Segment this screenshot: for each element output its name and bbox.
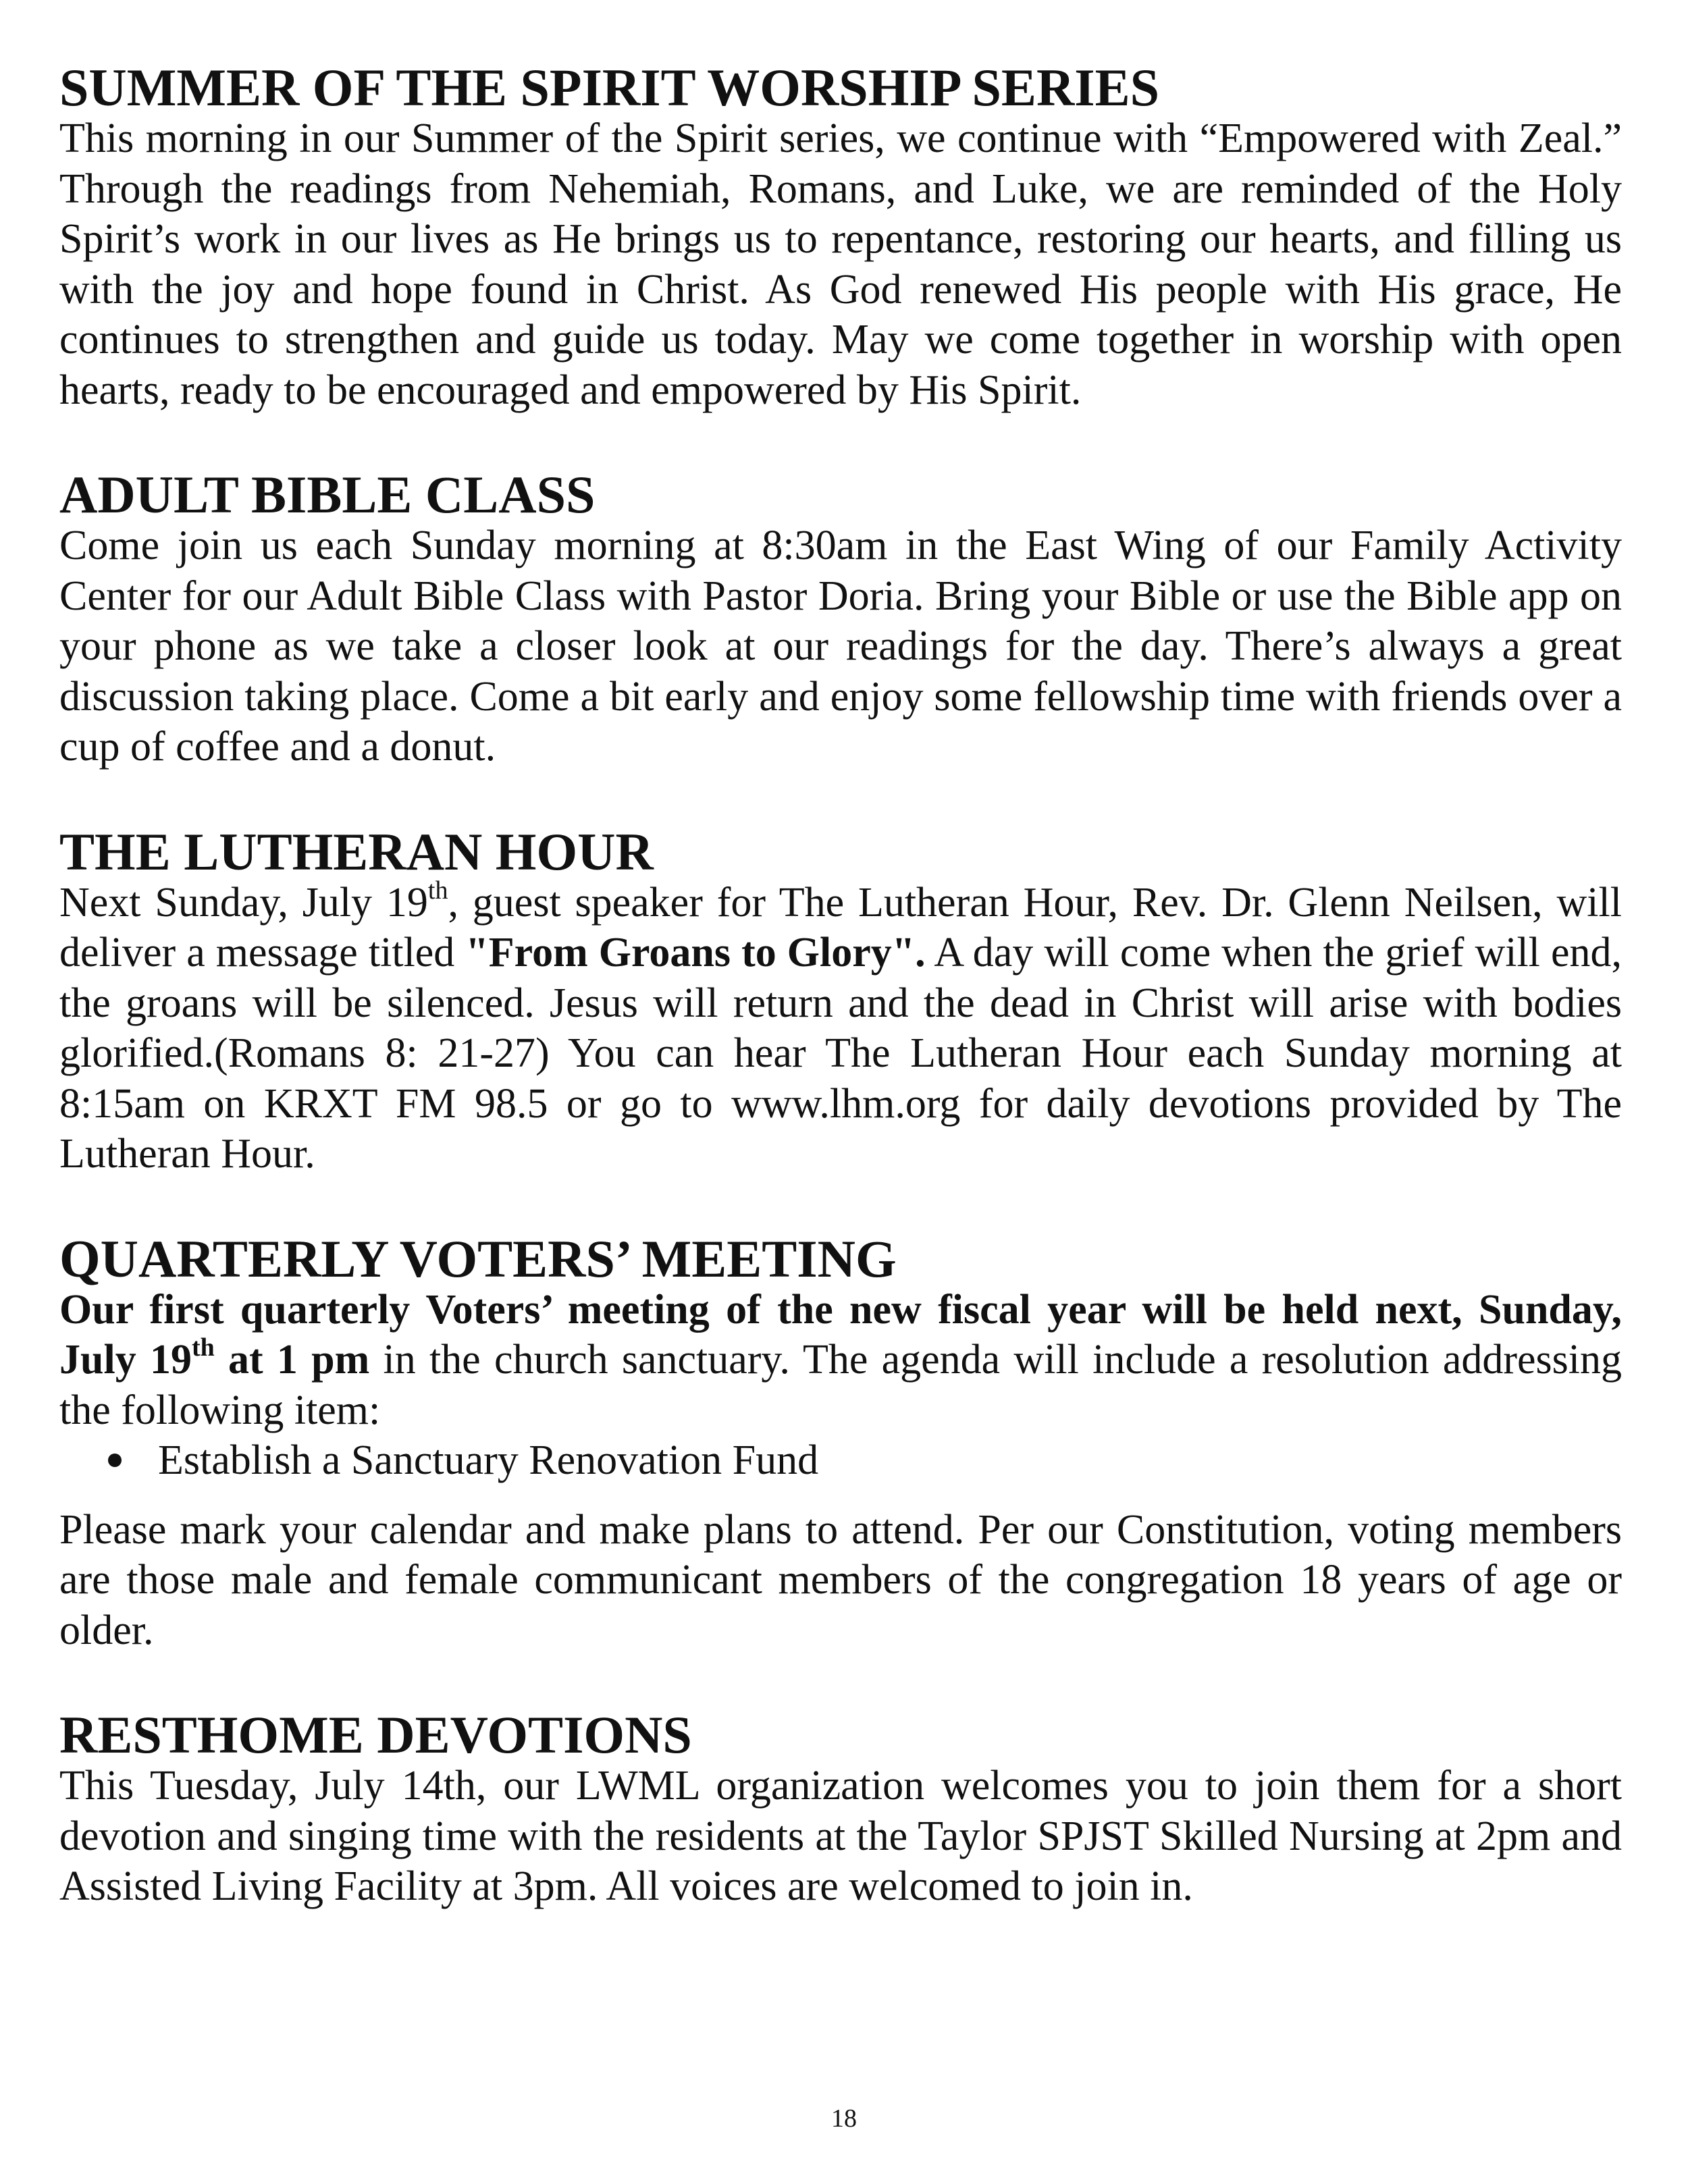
section-body: Come join us each Sunday morning at 8:30am in the East Wing of our Family Activity Center for our Adult Bible Class with Pastor Doria. Bring your Bible or use the Bible app on your phone as we take a closer look at our readings for the day. There’s always a great discussion taking place. Come a bit early and enjoy some fellowship time with friends over a cup of coffee and a donut. bbox=[59, 523, 1622, 770]
list-item bbox=[103, 1435, 1622, 1486]
ordinal-suffix: th bbox=[191, 1333, 215, 1362]
section-body bbox=[59, 1285, 1622, 1436]
body-text: Next Sunday, July 19 bbox=[59, 879, 428, 926]
section-heading: SUMMER OF THE SPIRIT WORSHIP SERIES bbox=[59, 58, 1160, 117]
section-summer-of-the-spirit bbox=[59, 59, 1622, 415]
section-body: Please mark your calendar and make plans to attend. Per our Constitution, voting members are those male and female communicant members of the congregation 18 years of age or older. bbox=[59, 1506, 1622, 1653]
section-resthome-devotions bbox=[59, 1707, 1622, 1912]
bold-text: at 1 pm bbox=[214, 1337, 370, 1383]
body-text: in the church sanctuary. The agenda will include a resolution addressing the following item: bbox=[59, 1337, 1622, 1433]
section-body bbox=[59, 878, 1622, 1179]
bulletin-page bbox=[59, 59, 1622, 1963]
body-text: A day will come when the grief will end, the groans will be silenced. Jesus will return and the dead in Christ will arise with bodies glorified.(Romans 8: 21-27) You can hear The Lutheran Hour each Sunday morning at 8:15am on KRXT FM 98.5 or go to www.lhm.org for daily devotions provided by The Lutheran Hour. bbox=[59, 930, 1622, 1177]
section-adult-bible-class bbox=[59, 467, 1622, 772]
list-item-text: Establish a Sanctuary Renovation Fund bbox=[158, 1437, 819, 1483]
section-heading: RESTHOME DEVOTIONS bbox=[59, 1705, 692, 1764]
agenda-list bbox=[59, 1435, 1622, 1486]
section-heading: QUARTERLY VOTERS’ MEETING bbox=[59, 1229, 897, 1288]
section-body: This morning in our Summer of the Spirit series, we continue with “Empowered with Zeal.” Through the readings from Nehemiah, Romans, and Luke, we are reminded of the Holy Spirit’s work in our lives as He brings us to repentance, restoring our hearts, and filling us with the joy and hope found in Christ. As God renewed His people with His grace, He continues to strengthen and guide us today. May we come together in worship with open hearts, ready to be encouraged and empowered by His Spirit. bbox=[59, 115, 1622, 413]
bold-text: Our first quarterly Voters’ meeting of the new fiscal year will be held next, Sunday, July 19 bbox=[59, 1286, 1622, 1383]
message-title: "From Groans to Glory". bbox=[465, 930, 926, 976]
section-body: This Tuesday, July 14th, our LWML organization welcomes you to join them for a short devotion and singing time with the residents at the Taylor SPJST Skilled Nursing at 2pm and Assisted Living Facility at 3pm. All voices are welcomed to join in. bbox=[59, 1763, 1622, 1909]
section-lutheran-hour bbox=[59, 824, 1622, 1179]
bullet-icon bbox=[108, 1454, 122, 1467]
ordinal-suffix: th bbox=[427, 876, 448, 905]
section-heading: ADULT BIBLE CLASS bbox=[59, 465, 596, 524]
section-quarterly-voters-meeting bbox=[59, 1231, 1622, 1656]
section-heading: THE LUTHERAN HOUR bbox=[59, 822, 654, 881]
body-text: , guest speaker for The Lutheran Hour, Rev. Dr. Glenn Neilsen, will deliver a message titled bbox=[59, 879, 1622, 976]
page-number: 18 bbox=[831, 2104, 857, 2133]
